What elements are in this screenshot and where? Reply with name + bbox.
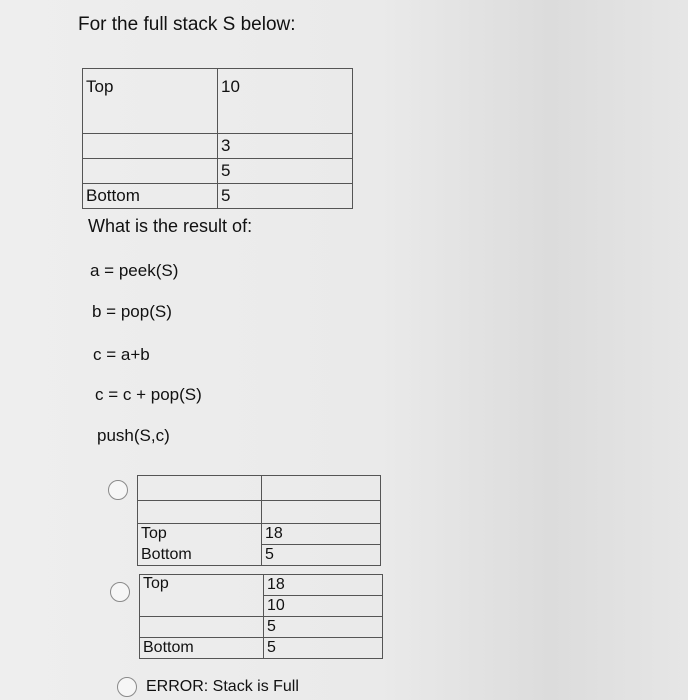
option-label: Bottom bbox=[140, 638, 264, 659]
operation-line: c = c + pop(S) bbox=[95, 385, 202, 404]
stack-value-bottom: 5 bbox=[218, 184, 353, 209]
option-value: 10 bbox=[264, 596, 383, 617]
option-value bbox=[262, 476, 381, 501]
stack-row-bottom bbox=[83, 184, 353, 209]
stack-label-bottom: Bottom bbox=[83, 184, 218, 209]
option-2-radio[interactable] bbox=[110, 582, 130, 602]
stack-table bbox=[82, 68, 353, 209]
stack-row-top bbox=[83, 69, 353, 134]
option-row bbox=[138, 476, 381, 501]
option-row bbox=[140, 617, 383, 638]
stack-row bbox=[83, 134, 353, 159]
option-value: 5 bbox=[264, 638, 383, 659]
stack-label bbox=[83, 134, 218, 159]
option-row bbox=[140, 638, 383, 659]
question-heading: For the full stack S below: bbox=[78, 14, 296, 35]
operation-line: a = peek(S) bbox=[90, 261, 179, 280]
option-1-radio[interactable] bbox=[108, 480, 128, 500]
question-prompt: What is the result of: bbox=[88, 216, 253, 236]
option-2-table[interactable] bbox=[139, 574, 383, 659]
operation-line: c = a+b bbox=[93, 345, 150, 364]
operation-line: b = pop(S) bbox=[92, 302, 172, 321]
option-3-label[interactable]: ERROR: Stack is Full bbox=[146, 678, 299, 695]
option-value: 18 bbox=[262, 524, 381, 545]
option-label bbox=[140, 617, 264, 638]
option-row bbox=[138, 501, 381, 524]
option-label bbox=[140, 596, 264, 617]
stack-value: 5 bbox=[218, 159, 353, 184]
option-value: 18 bbox=[264, 575, 383, 596]
option-label: Top bbox=[138, 524, 262, 545]
option-row bbox=[138, 524, 381, 545]
stack-value-top: 10 bbox=[218, 69, 353, 134]
option-label bbox=[138, 501, 262, 524]
option-row bbox=[140, 596, 383, 617]
option-label: Top bbox=[140, 575, 264, 596]
stack-row bbox=[83, 159, 353, 184]
option-label bbox=[138, 476, 262, 501]
stack-label-top: Top bbox=[83, 69, 218, 134]
option-value: 5 bbox=[264, 617, 383, 638]
option-label: Bottom bbox=[138, 545, 262, 566]
option-3-radio[interactable] bbox=[117, 677, 137, 697]
operation-line: push(S,c) bbox=[97, 426, 170, 445]
option-value: 5 bbox=[262, 545, 381, 566]
option-1-table[interactable] bbox=[137, 475, 381, 566]
option-value bbox=[262, 501, 381, 524]
stack-value: 3 bbox=[218, 134, 353, 159]
option-row bbox=[138, 545, 381, 566]
stack-label bbox=[83, 159, 218, 184]
option-row bbox=[140, 575, 383, 596]
